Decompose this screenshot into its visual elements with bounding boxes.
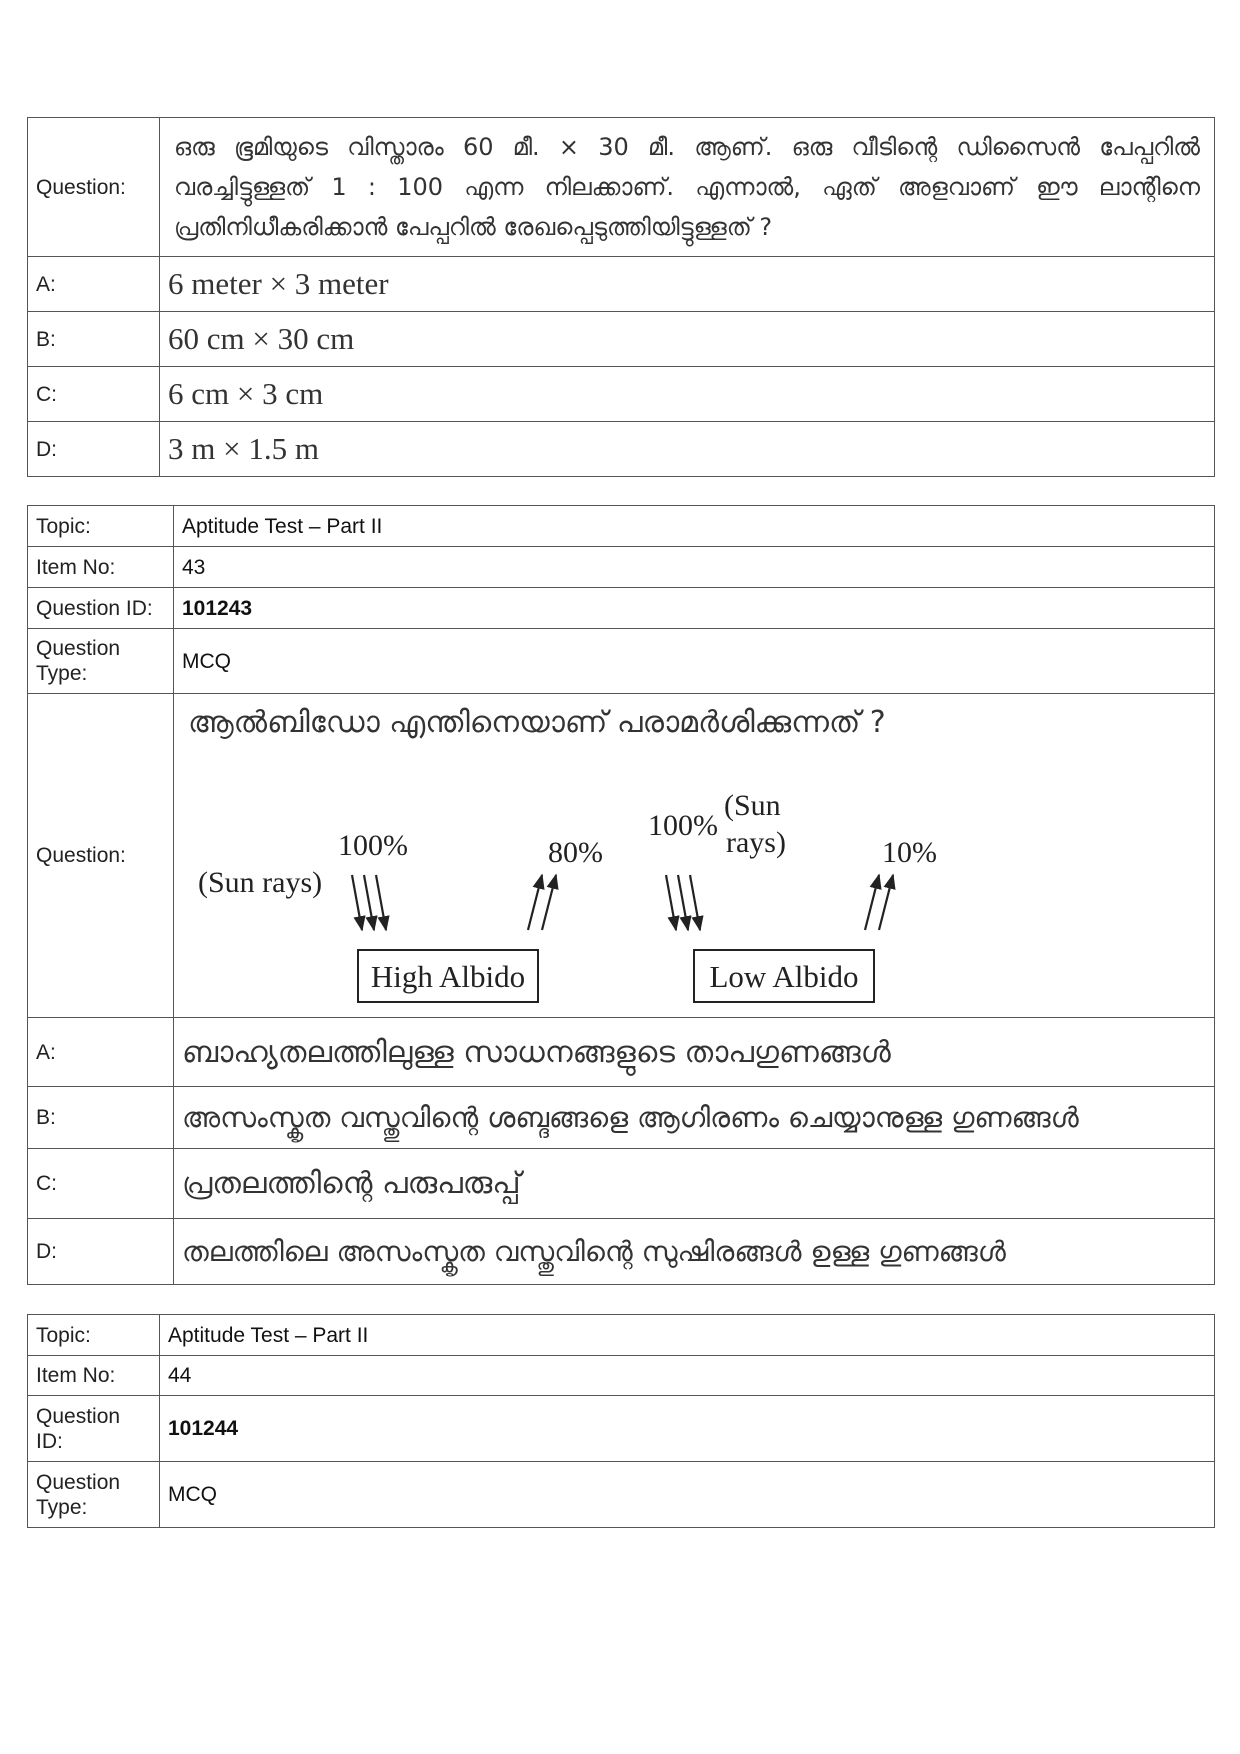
question-row — [28, 694, 1215, 1018]
question-id-label: Question ID: — [28, 588, 174, 629]
option-d-text: 3 m × 1.5 m — [160, 422, 1215, 477]
question-id-row — [28, 588, 1215, 629]
albedo-figure — [174, 695, 1214, 1017]
option-row — [28, 257, 1215, 312]
question-row — [28, 118, 1215, 257]
low-incoming-note-2: rays) — [726, 825, 786, 859]
high-reflected-arrow-2 — [542, 875, 556, 930]
option-a-label: A: — [28, 257, 160, 312]
topic-label: Topic: — [28, 1315, 160, 1356]
question-table-42 — [27, 117, 1215, 477]
option-row — [28, 1219, 1215, 1285]
option-b-label: B: — [28, 312, 160, 367]
low-reflected-arrow-2 — [879, 875, 893, 930]
question-type-value: MCQ — [174, 629, 1215, 694]
high-incoming-arrow-3 — [376, 875, 386, 930]
question-table-44 — [27, 1314, 1215, 1528]
option-row — [28, 1018, 1215, 1087]
low-incoming-note-1: (Sun — [724, 788, 781, 822]
item-no-row — [28, 547, 1215, 588]
question-type-row — [28, 1462, 1215, 1528]
topic-row — [28, 1315, 1215, 1356]
topic-row — [28, 506, 1215, 547]
item-no-value: 43 — [174, 547, 1215, 588]
low-incoming-arrow-1 — [666, 875, 676, 930]
topic-value: Aptitude Test – Part II — [160, 1315, 1215, 1356]
option-row — [28, 1087, 1215, 1149]
question-label: Question: — [28, 118, 160, 257]
question-text: ആൽബിഡോ എന്തിനെയാണ് പരാമർശിക്കുന്നത് ? — [188, 704, 886, 740]
question-table-43 — [27, 505, 1215, 1285]
item-no-value: 44 — [160, 1356, 1215, 1396]
question-figure-cell — [174, 694, 1215, 1018]
topic-label: Topic: — [28, 506, 174, 547]
option-row — [28, 312, 1215, 367]
high-incoming-arrow-1 — [352, 875, 362, 930]
option-a-label: A: — [28, 1018, 174, 1087]
low-reflected-label: 10% — [882, 835, 937, 869]
option-b-text: അസംസ്കൃത വസ്തുവിന്റെ ശബ്ദങ്ങളെ ആഗിരണം ചെയ്യാനുള്ള ഗുണങ്ങൾ — [174, 1087, 1215, 1149]
question-type-value: MCQ — [160, 1462, 1215, 1528]
option-d-label: D: — [28, 422, 160, 477]
high-incoming-label: 100% — [338, 828, 408, 862]
high-albido-label: High Albido — [370, 958, 526, 994]
high-incoming-note: (Sun rays) — [198, 865, 323, 899]
question-type-row — [28, 629, 1215, 694]
question-id-row — [28, 1396, 1215, 1462]
item-no-label: Item No: — [28, 547, 174, 588]
question-id-label: Question ID: — [28, 1396, 160, 1462]
option-c-label: C: — [28, 367, 160, 422]
option-row — [28, 1149, 1215, 1219]
option-c-label: C: — [28, 1149, 174, 1219]
option-row — [28, 367, 1215, 422]
low-incoming-arrow-2 — [678, 875, 688, 930]
option-d-text: തലത്തിലെ അസംസ്കൃത വസ്തുവിന്റെ സുഷിരങ്ങൾ ഉള്ള ഗുണങ്ങൾ — [174, 1219, 1215, 1285]
option-d-label: D: — [28, 1219, 174, 1285]
option-a-text: ബാഹ്യതലത്തിലുള്ള സാധനങ്ങളുടെ താപഗുണങ്ങൾ — [174, 1018, 1215, 1087]
high-reflected-arrow-1 — [528, 875, 542, 930]
high-incoming-arrow-2 — [364, 875, 374, 930]
option-c-text: 6 cm × 3 cm — [160, 367, 1215, 422]
low-incoming-arrow-3 — [690, 875, 700, 930]
option-c-text: പ്രതലത്തിന്റെ പരുപരുപ്പ് — [174, 1149, 1215, 1219]
low-incoming-label: 100% — [648, 808, 718, 842]
question-label: Question: — [28, 694, 174, 1018]
question-cell — [160, 118, 1215, 257]
item-no-row — [28, 1356, 1215, 1396]
high-reflected-label: 80% — [548, 835, 603, 869]
option-a-text: 6 meter × 3 meter — [160, 257, 1215, 312]
option-b-text: 60 cm × 30 cm — [160, 312, 1215, 367]
low-reflected-arrow-1 — [865, 875, 879, 930]
question-text: ഒരു ഭൂമിയുടെ വിസ്താരം 60 മീ. × 30 മീ. ആണ്. ഒരു വീടിന്റെ ഡിസൈൻ പേപ്പറിൽ വരച്ചിട്ടുള്ളത് 1 : 100 എന്ന നിലക്കാണ്. എന്നാൽ, ഏത് അളവാണ് ഈ ലാന്റിനെ പ്രതിനിധീകരിക്കാൻ പേപ്പറിൽ രേഖപ്പെടുത്തിയിട്ടുള്ളത് ? — [174, 133, 1200, 241]
low-albido-label: Low Albido — [709, 958, 859, 994]
question-type-label: Question Type: — [28, 629, 174, 694]
albedo-diagram — [174, 695, 1204, 1017]
question-id-value: 101244 — [160, 1396, 1215, 1462]
option-row — [28, 422, 1215, 477]
question-type-label: Question Type: — [28, 1462, 160, 1528]
option-b-label: B: — [28, 1087, 174, 1149]
topic-value: Aptitude Test – Part II — [174, 506, 1215, 547]
item-no-label: Item No: — [28, 1356, 160, 1396]
question-id-value: 101243 — [174, 588, 1215, 629]
